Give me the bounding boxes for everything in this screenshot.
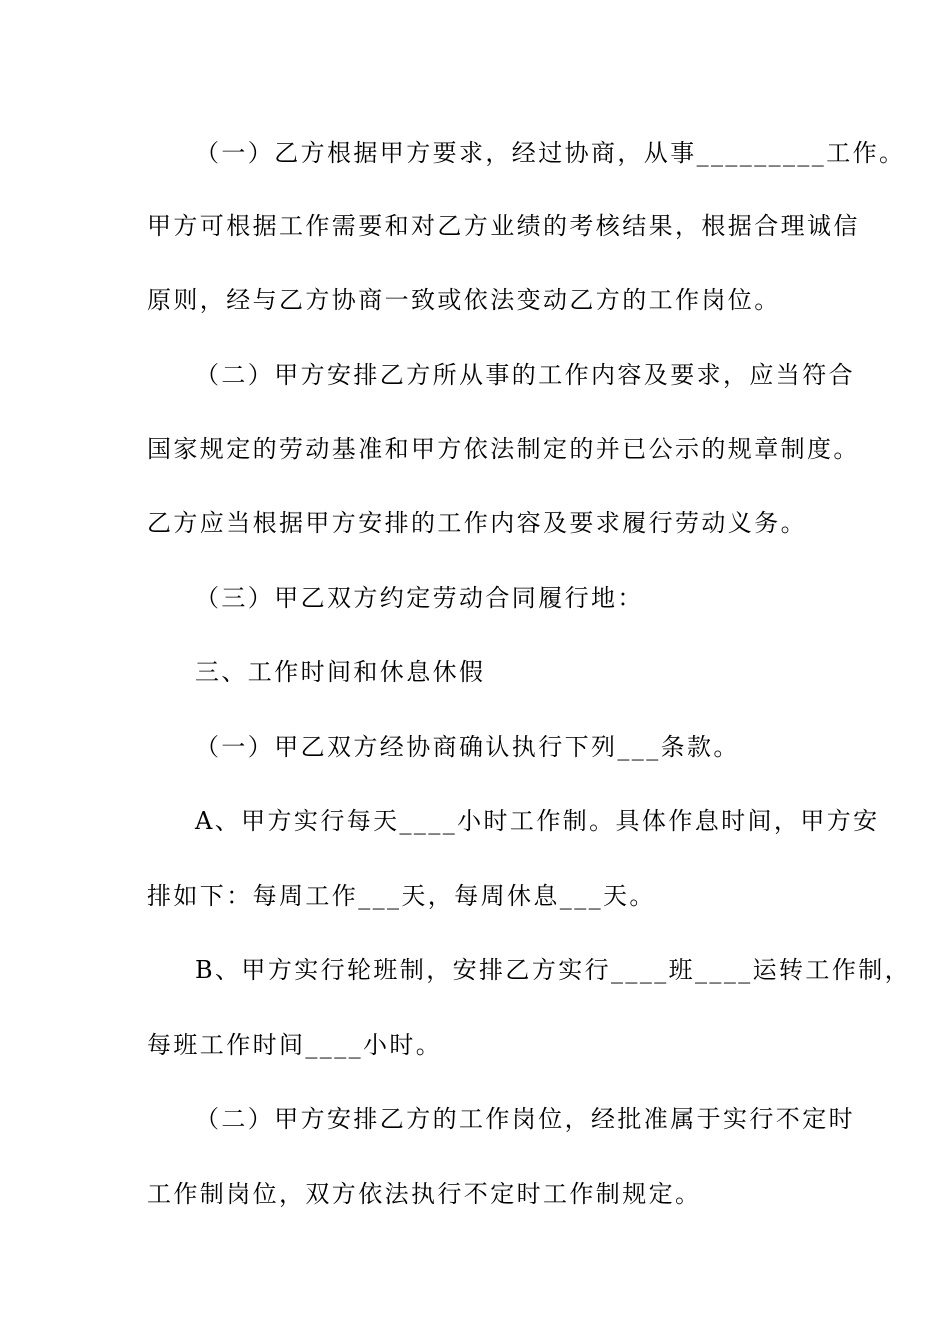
paragraph-2-line-2: 国家规定的劳动基准和甲方依法制定的并已公示的规章制度。 (147, 435, 860, 463)
paragraph-5-line-1: （二）甲方安排乙方的工作岗位，经批准属于实行不定时 (195, 1105, 855, 1133)
paragraph-2-line-1: （二）甲方安排乙方所从事的工作内容及要求，应当符合 (195, 361, 855, 389)
paragraph-2-line-3: 乙方应当根据甲方安排的工作内容及要求履行劳动义务。 (147, 509, 807, 537)
clause-a-line-1: A、甲方实行每天____小时工作制。具体作息时间，甲方安 (195, 807, 880, 835)
section-heading: 三、工作时间和休息休假 (195, 658, 486, 686)
paragraph-4-line-1: （一）甲乙双方经协商确认执行下列___条款。 (195, 733, 740, 761)
paragraph-1-line-2: 甲方可根据工作需要和对乙方业绩的考核结果，根据合理诚信 (147, 212, 860, 240)
clause-a-line-2: 排如下：每周工作___天，每周休息___天。 (147, 882, 656, 910)
paragraph-1-line-3: 原则，经与乙方协商一致或依法变动乙方的工作岗位。 (147, 286, 781, 314)
paragraph-3-line-1: （三）甲乙双方约定劳动合同履行地： (195, 584, 644, 612)
clause-b-line-1: B、甲方实行轮班制，安排乙方实行____班____运转工作制， (195, 956, 912, 984)
paragraph-1-line-1: （一）乙方根据甲方要求，经过协商，从事_________工作。 (195, 139, 906, 167)
paragraph-5-line-2: 工作制岗位，双方依法执行不定时工作制规定。 (147, 1180, 702, 1208)
clause-b-line-2: 每班工作时间____小时。 (147, 1031, 443, 1059)
